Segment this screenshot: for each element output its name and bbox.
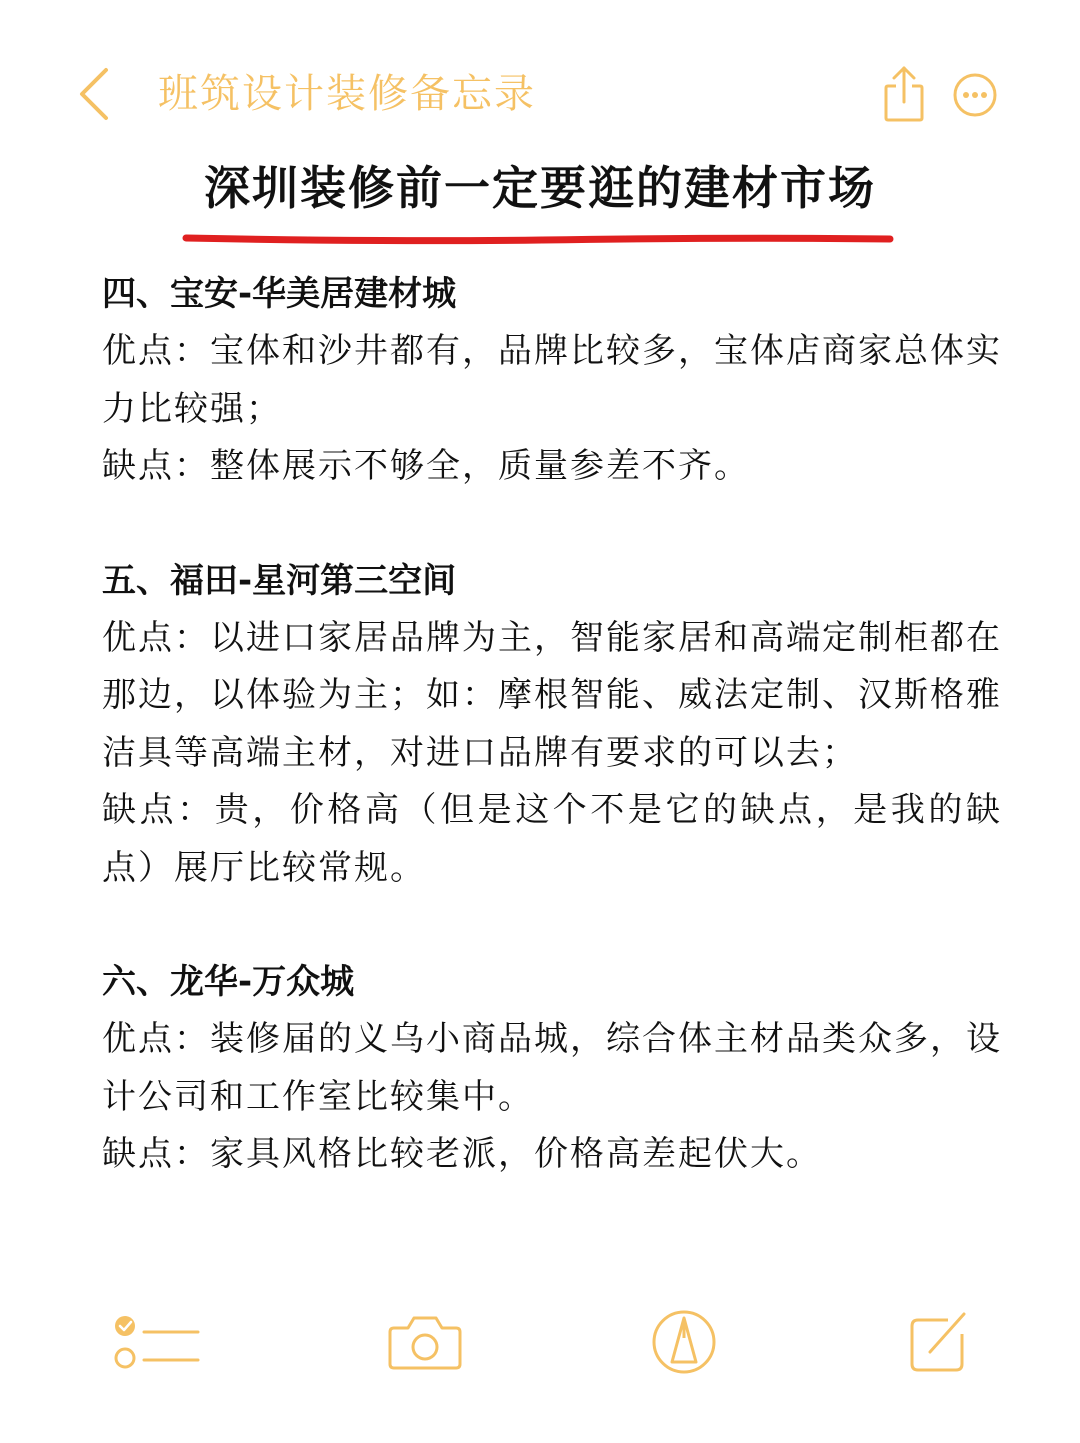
checklist-button[interactable] [110,1310,202,1372]
market-section [102,553,1002,898]
more-options-button[interactable] [952,72,998,118]
market-section [102,266,1002,496]
cons-text: 缺点：家具风格比较老派，价格高差起伏大。 [102,1134,822,1174]
notes-folder-title: 班筑设计装修备忘录 [158,71,536,117]
bottom-toolbar [0,1290,1080,1400]
back-button[interactable] [70,62,120,126]
section-heading: 四、宝安-华美居建材城 [102,274,457,314]
chevron-left-icon [70,62,120,126]
camera-icon [386,1312,464,1372]
navigation-bar [0,0,1080,150]
markup-button[interactable] [650,1308,718,1376]
markup-pen-icon [650,1308,718,1376]
section-heading: 六、龙华-万众城 [102,962,355,1002]
cons-text: 缺点：整体展示不够全，质量参差不齐。 [102,446,750,486]
title-underline [182,232,894,246]
share-button[interactable] [880,64,928,124]
note-title: 深圳装修前一定要逛的建材市场 [204,161,876,215]
compose-button[interactable] [908,1308,970,1374]
cons-text: 缺点：贵，价格高（但是这个不是它的缺点，是我的缺点）展厅比较常规。 [102,790,1002,888]
share-icon [880,64,928,124]
compose-icon [908,1308,970,1374]
checklist-icon [110,1310,202,1372]
red-underline-stroke [182,232,894,246]
ellipsis-circle-icon [952,72,998,118]
pros-text: 优点：宝体和沙井都有，品牌比较多，宝体店商家总体实力比较强； [102,331,1002,429]
market-section [102,954,1002,1184]
note-body[interactable] [102,266,1002,1184]
section-heading: 五、福田-星河第三空间 [102,560,457,601]
pros-text: 优点：装修届的义乌小商品城，综合体主材品类众多，设计公司和工作室比较集中。 [102,1019,1002,1117]
pros-text: 优点：以进口家居品牌为主，智能家居和高端定制柜都在那边，以体验为主；如：摩根智能、威法定制、汉斯格雅洁具等高端主材，对进口品牌有要求的可以去； [102,617,1002,773]
camera-button[interactable] [386,1312,464,1372]
